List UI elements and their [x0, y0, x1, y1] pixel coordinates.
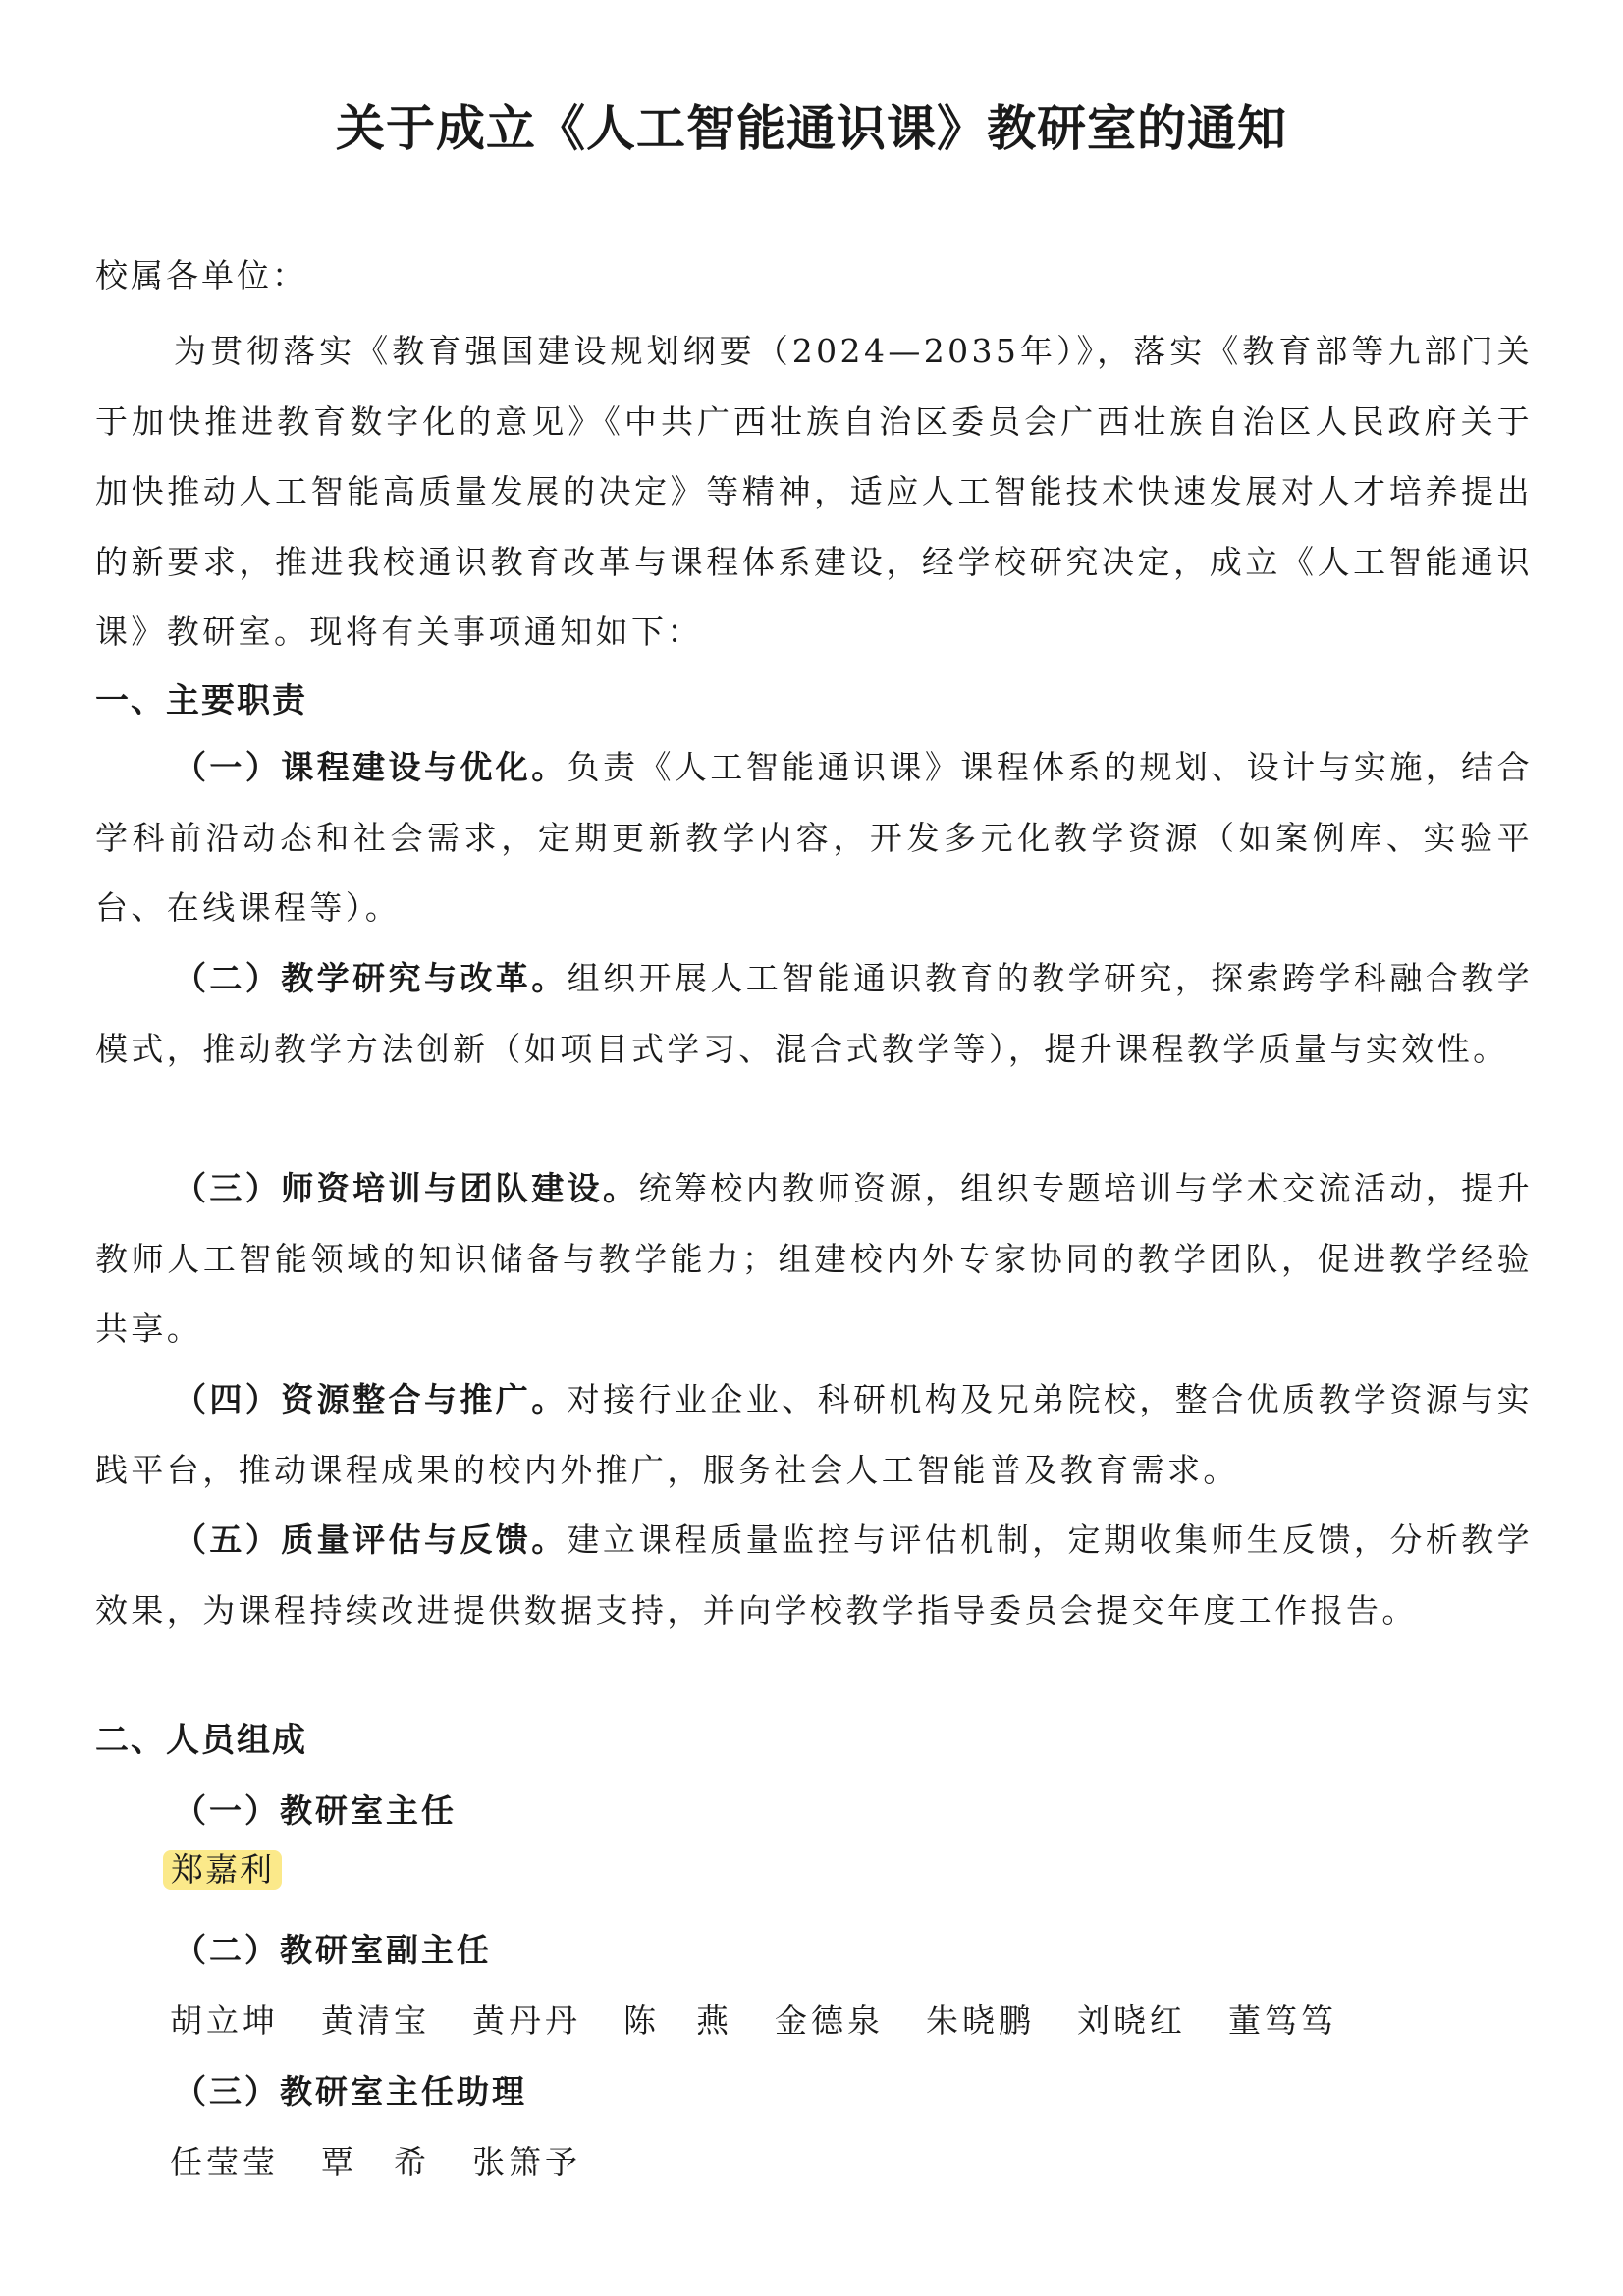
duty-lead-3: （三）师资培训与团队建设。	[174, 1169, 639, 1207]
duty-lead-5: （五）质量评估与反馈。	[174, 1521, 568, 1559]
duty-lead-4: （四）资源整合与推广。	[174, 1380, 568, 1418]
duty-paragraph-5	[95, 1505, 1533, 1645]
deputy-name: 董笃笃	[1228, 2002, 1337, 2040]
deputy-label: （二）教研室副主任	[174, 1931, 492, 1969]
duty-text-4: 对接行业企业、科研机构及兄弟院校，整合优质教学资源与实践平台，推动课程成果的校内外推广，服务社会人工智能普及教育需求。	[95, 1380, 1533, 1489]
section-heading-members: 二、人员组成	[95, 1721, 307, 1760]
duty-text-3: 统筹校内教师资源，组织专题培训与学术交流活动，提升教师人工智能领域的知识储备与教学能力；组建校内外专家协同的教学团队，促进教学经验共享。	[95, 1169, 1534, 1348]
document-title: 关于成立《人工智能通识课》教研室的通知	[336, 100, 1287, 157]
section-heading-duties: 一、主要职责	[95, 681, 307, 721]
deputy-list	[170, 1997, 1380, 2046]
salutation: 校属各单位：	[95, 256, 307, 294]
assistant-name: 覃 希	[321, 2143, 430, 2181]
deputy-name: 陈 燕	[623, 2002, 732, 2040]
assistant-list	[170, 2138, 623, 2187]
assistant-label: （三）教研室主任助理	[174, 2072, 527, 2110]
duty-lead-1: （一）课程建设与优化。	[174, 748, 568, 786]
duty-text-2: 组织开展人工智能通识教育的教学研究，探索跨学科融合教学模式，推动教学方法创新（如项目式学习、混合式教学等），提升课程教学质量与实效性。	[95, 959, 1533, 1068]
director-label: （一）教研室主任	[174, 1791, 457, 1830]
intro-paragraph: 为贯彻落实《教育强国建设规划纲要（2024—2035年）》，落实《教育部等九部门关于加快推进教育数字化的意见》《中共广西壮族自治区委员会广西壮族自治区人民政府关于加快推动人工智能高质量发展的决定》等精神，适应人工智能技术快速发展对人才培养提出的新要求，推进我校通识教育改革与课程体系建设，经学校研究决定，成立《人工智能通识课》教研室。现将有关事项通知如下：	[95, 332, 1533, 651]
deputy-name: 刘晓红	[1077, 2002, 1186, 2040]
deputy-name: 黄清宝	[321, 2002, 430, 2040]
assistant-name: 任莹莹	[170, 2143, 279, 2181]
duty-text-5: 建立课程质量监控与评估机制，定期收集师生反馈，分析教学效果，为课程持续改进提供数据支持，并向学校教学指导委员会提交年度工作报告。	[95, 1521, 1533, 1629]
deputy-name: 黄丹丹	[472, 2002, 581, 2040]
deputy-name: 朱晓鹏	[926, 2002, 1035, 2040]
duty-lead-2: （二）教学研究与改革。	[174, 959, 568, 997]
duty-text-1: 负责《人工智能通识课》课程体系的规划、设计与实施，结合学科前沿动态和社会需求，定期更新教学内容，开发多元化教学资源（如案例库、实验平台、在线课程等）。	[95, 748, 1533, 927]
duty-paragraph-1	[95, 732, 1533, 943]
duty-paragraph-3	[95, 1153, 1533, 1364]
deputy-name: 金德泉	[775, 2002, 884, 2040]
duty-paragraph-2	[95, 943, 1533, 1084]
deputy-name: 胡立坤	[170, 2002, 279, 2040]
duty-paragraph-4	[95, 1364, 1533, 1505]
director-name: 郑嘉利	[163, 1850, 282, 1890]
assistant-name: 张箫予	[472, 2143, 581, 2181]
